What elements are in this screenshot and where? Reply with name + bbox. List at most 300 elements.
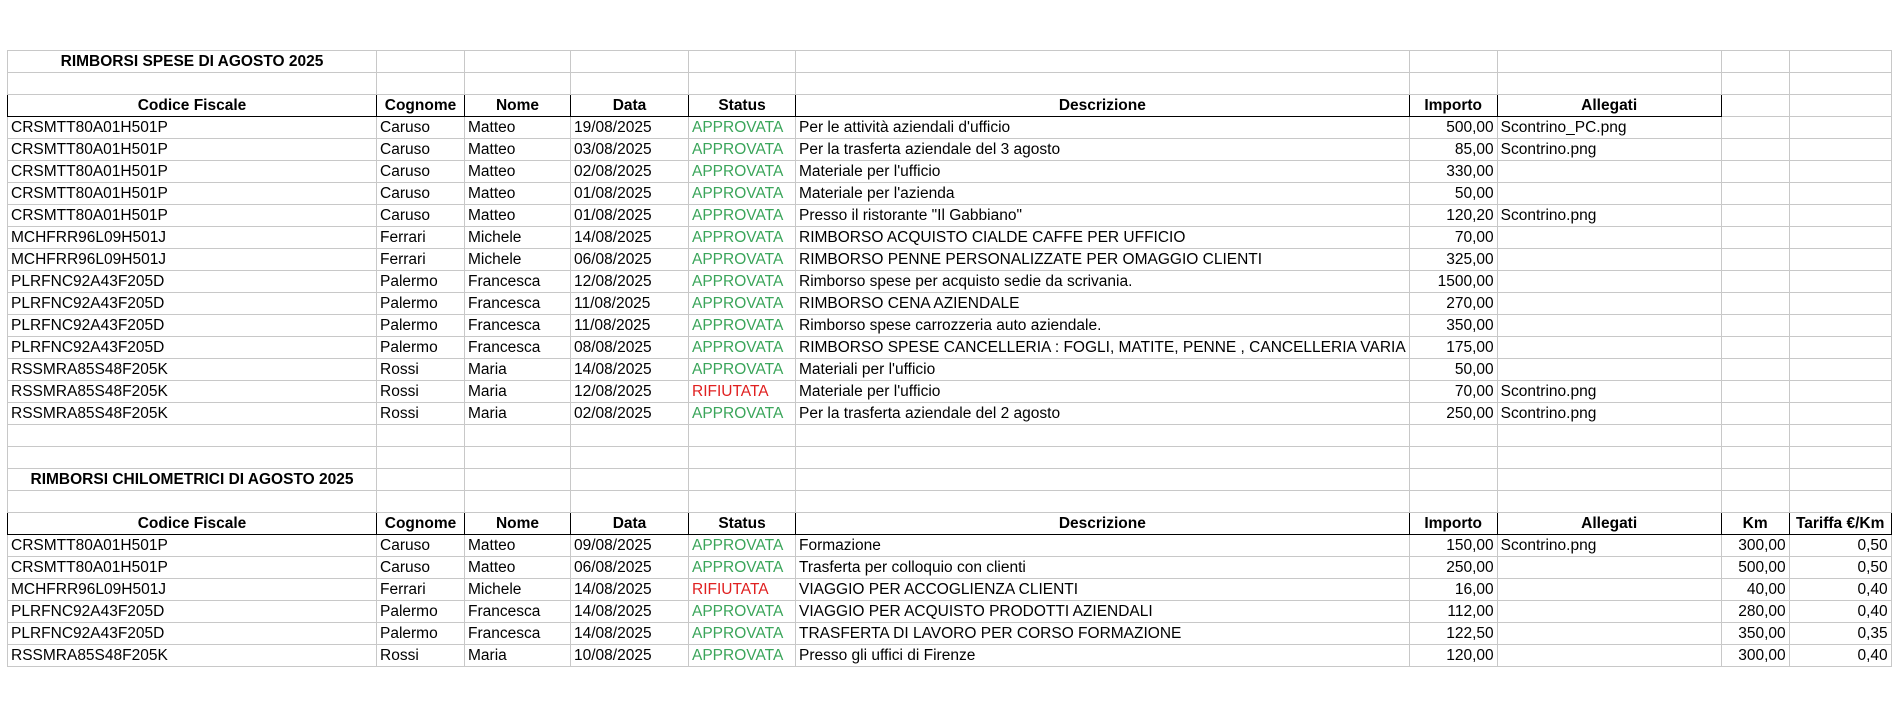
empty-cell[interactable] — [1789, 447, 1891, 469]
cell-cognome[interactable]: Palermo — [377, 623, 465, 645]
cell-status[interactable]: APPROVATA — [689, 623, 796, 645]
cell-status[interactable]: APPROVATA — [689, 315, 796, 337]
empty-cell[interactable] — [1497, 491, 1721, 513]
cell-nome[interactable]: Matteo — [465, 161, 571, 183]
cell-nome[interactable]: Matteo — [465, 117, 571, 139]
empty-cell[interactable] — [8, 73, 377, 95]
cell-data[interactable]: 10/08/2025 — [571, 645, 689, 667]
cell-importo[interactable]: 120,20 — [1409, 205, 1497, 227]
cell-descrizione[interactable]: Per la trasferta aziendale del 2 agosto — [796, 403, 1410, 425]
cell-cognome[interactable]: Palermo — [377, 601, 465, 623]
empty-cell[interactable] — [465, 469, 571, 491]
cell-importo[interactable]: 70,00 — [1409, 381, 1497, 403]
cell-nome[interactable]: Matteo — [465, 205, 571, 227]
cell-data[interactable]: 14/08/2025 — [571, 359, 689, 381]
cell-data[interactable]: 12/08/2025 — [571, 271, 689, 293]
cell-nome[interactable]: Maria — [465, 645, 571, 667]
empty-cell[interactable] — [571, 491, 689, 513]
section-title-row-spese — [8, 51, 1892, 73]
empty-cell[interactable] — [1497, 447, 1721, 469]
cell-tariffa[interactable]: 0,50 — [1789, 535, 1891, 557]
empty-cell[interactable] — [1789, 51, 1891, 73]
cell-codice-fiscale[interactable]: PLRFNC92A43F205D — [8, 623, 377, 645]
cell-cognome[interactable]: Ferrari — [377, 227, 465, 249]
cell-status[interactable]: APPROVATA — [689, 535, 796, 557]
empty-cell[interactable] — [689, 51, 796, 73]
cell-descrizione[interactable]: Rimborso spese per acquisto sedie da scrivania. — [796, 271, 1410, 293]
cell-nome[interactable]: Francesca — [465, 315, 571, 337]
empty-cell[interactable] — [1409, 491, 1497, 513]
column-header-descrizione[interactable]: Descrizione — [796, 95, 1410, 117]
cell-cognome[interactable]: Caruso — [377, 205, 465, 227]
cell-km[interactable]: 350,00 — [1721, 623, 1789, 645]
column-header-importo[interactable]: Importo — [1409, 513, 1497, 535]
empty-cell[interactable] — [1721, 337, 1789, 359]
empty-row — [8, 73, 1892, 95]
cell-importo[interactable]: 175,00 — [1409, 337, 1497, 359]
sheet-grid — [7, 50, 1892, 667]
cell-data[interactable]: 19/08/2025 — [571, 117, 689, 139]
empty-cell[interactable] — [1789, 183, 1891, 205]
cell-descrizione[interactable]: RIMBORSO CENA AZIENDALE — [796, 293, 1410, 315]
cell-importo[interactable]: 500,00 — [1409, 117, 1497, 139]
cell-cognome[interactable]: Palermo — [377, 271, 465, 293]
cell-data[interactable]: 06/08/2025 — [571, 557, 689, 579]
cell-descrizione[interactable]: Materiale per l'ufficio — [796, 381, 1410, 403]
empty-cell[interactable] — [1497, 51, 1721, 73]
empty-cell[interactable] — [1409, 51, 1497, 73]
section-title[interactable] — [8, 469, 377, 491]
cell-status[interactable]: APPROVATA — [689, 557, 796, 579]
cell-importo[interactable]: 16,00 — [1409, 579, 1497, 601]
column-header-nome[interactable]: Nome — [465, 95, 571, 117]
cell-cognome[interactable]: Rossi — [377, 645, 465, 667]
empty-row — [8, 447, 1892, 469]
cell-nome[interactable]: Francesca — [465, 337, 571, 359]
empty-cell[interactable] — [1721, 95, 1789, 117]
empty-cell[interactable] — [1721, 403, 1789, 425]
cell-nome[interactable]: Michele — [465, 227, 571, 249]
empty-cell[interactable] — [1721, 51, 1789, 73]
empty-cell[interactable] — [1789, 205, 1891, 227]
empty-cell[interactable] — [1721, 469, 1789, 491]
cell-km[interactable]: 40,00 — [1721, 579, 1789, 601]
cell-allegati[interactable] — [1497, 359, 1721, 381]
cell-importo[interactable]: 270,00 — [1409, 293, 1497, 315]
cell-nome[interactable]: Matteo — [465, 139, 571, 161]
cell-status[interactable]: APPROVATA — [689, 271, 796, 293]
cell-status[interactable]: APPROVATA — [689, 205, 796, 227]
cell-descrizione[interactable]: TRASFERTA DI LAVORO PER CORSO FORMAZIONE — [796, 623, 1410, 645]
table-row — [8, 315, 1892, 337]
cell-codice-fiscale[interactable]: PLRFNC92A43F205D — [8, 601, 377, 623]
cell-descrizione[interactable]: Trasferta per colloquio con clienti — [796, 557, 1410, 579]
table-row — [8, 381, 1892, 403]
empty-cell[interactable] — [1789, 227, 1891, 249]
table-row — [8, 337, 1892, 359]
cell-data[interactable]: 11/08/2025 — [571, 293, 689, 315]
section-title-row-chilometrici — [8, 469, 1892, 491]
cell-data[interactable]: 03/08/2025 — [571, 139, 689, 161]
empty-cell[interactable] — [796, 491, 1410, 513]
cell-codice-fiscale[interactable]: MCHFRR96L09H501J — [8, 249, 377, 271]
cell-codice-fiscale[interactable]: CRSMTT80A01H501P — [8, 557, 377, 579]
cell-status[interactable]: APPROVATA — [689, 249, 796, 271]
cell-codice-fiscale[interactable]: RSSMRA85S48F205K — [8, 359, 377, 381]
cell-importo[interactable]: 122,50 — [1409, 623, 1497, 645]
cell-codice-fiscale[interactable]: PLRFNC92A43F205D — [8, 293, 377, 315]
column-header-descrizione[interactable]: Descrizione — [796, 513, 1410, 535]
cell-data[interactable]: 14/08/2025 — [571, 623, 689, 645]
cell-descrizione[interactable]: Presso gli uffici di Firenze — [796, 645, 1410, 667]
empty-cell[interactable] — [1789, 469, 1891, 491]
cell-allegati[interactable]: Scontrino.png — [1497, 381, 1721, 403]
cell-cognome[interactable]: Caruso — [377, 557, 465, 579]
cell-km[interactable]: 280,00 — [1721, 601, 1789, 623]
cell-allegati[interactable] — [1497, 579, 1721, 601]
empty-cell[interactable] — [1721, 227, 1789, 249]
empty-cell[interactable] — [571, 73, 689, 95]
empty-cell[interactable] — [8, 425, 377, 447]
empty-cell[interactable] — [796, 425, 1410, 447]
empty-cell[interactable] — [377, 51, 465, 73]
column-header-status[interactable]: Status — [689, 513, 796, 535]
empty-cell[interactable] — [689, 491, 796, 513]
empty-cell[interactable] — [1721, 315, 1789, 337]
cell-tariffa[interactable]: 0,40 — [1789, 601, 1891, 623]
cell-descrizione[interactable]: RIMBORSO PENNE PERSONALIZZATE PER OMAGGIO CLIENTI — [796, 249, 1410, 271]
empty-cell[interactable] — [1721, 183, 1789, 205]
empty-cell[interactable] — [1721, 117, 1789, 139]
cell-data[interactable]: 02/08/2025 — [571, 161, 689, 183]
empty-cell[interactable] — [1721, 293, 1789, 315]
empty-cell[interactable] — [1789, 337, 1891, 359]
cell-cognome[interactable]: Ferrari — [377, 249, 465, 271]
cell-allegati[interactable] — [1497, 557, 1721, 579]
empty-cell[interactable] — [1497, 73, 1721, 95]
cell-importo[interactable]: 50,00 — [1409, 359, 1497, 381]
empty-cell[interactable] — [1789, 73, 1891, 95]
cell-importo[interactable]: 350,00 — [1409, 315, 1497, 337]
column-header-allegati[interactable]: Allegati — [1497, 95, 1721, 117]
cell-data[interactable]: 01/08/2025 — [571, 183, 689, 205]
cell-importo[interactable]: 330,00 — [1409, 161, 1497, 183]
cell-allegati[interactable] — [1497, 161, 1721, 183]
cell-data[interactable]: 14/08/2025 — [571, 579, 689, 601]
empty-cell[interactable] — [465, 425, 571, 447]
column-header-codice-fiscale[interactable]: Codice Fiscale — [8, 95, 377, 117]
cell-codice-fiscale[interactable]: PLRFNC92A43F205D — [8, 315, 377, 337]
cell-descrizione[interactable]: VIAGGIO PER ACCOGLIENZA CLIENTI — [796, 579, 1410, 601]
empty-cell[interactable] — [1409, 73, 1497, 95]
section-title-text: RIMBORSI CHILOMETRICI DI AGOSTO 2025 — [30, 471, 354, 488]
cell-tariffa[interactable]: 0,35 — [1789, 623, 1891, 645]
empty-cell[interactable] — [1409, 425, 1497, 447]
cell-importo[interactable]: 112,00 — [1409, 601, 1497, 623]
empty-cell[interactable] — [571, 447, 689, 469]
empty-cell[interactable] — [1721, 161, 1789, 183]
cell-cognome[interactable]: Palermo — [377, 337, 465, 359]
cell-tariffa[interactable]: 0,50 — [1789, 557, 1891, 579]
cell-cognome[interactable]: Caruso — [377, 183, 465, 205]
cell-codice-fiscale[interactable]: PLRFNC92A43F205D — [8, 271, 377, 293]
empty-cell[interactable] — [1789, 271, 1891, 293]
empty-cell[interactable] — [1789, 403, 1891, 425]
cell-codice-fiscale[interactable]: CRSMTT80A01H501P — [8, 161, 377, 183]
cell-allegati[interactable]: Scontrino.png — [1497, 139, 1721, 161]
empty-cell[interactable] — [796, 73, 1410, 95]
cell-allegati[interactable]: Scontrino.png — [1497, 535, 1721, 557]
empty-cell[interactable] — [1497, 425, 1721, 447]
cell-importo[interactable]: 85,00 — [1409, 139, 1497, 161]
spreadsheet — [7, 50, 1892, 667]
empty-cell[interactable] — [1789, 359, 1891, 381]
cell-km[interactable]: 500,00 — [1721, 557, 1789, 579]
cell-allegati[interactable] — [1497, 623, 1721, 645]
empty-cell[interactable] — [1789, 293, 1891, 315]
cell-nome[interactable]: Michele — [465, 579, 571, 601]
empty-cell[interactable] — [571, 469, 689, 491]
cell-allegati[interactable] — [1497, 271, 1721, 293]
empty-cell[interactable] — [689, 425, 796, 447]
cell-codice-fiscale[interactable]: PLRFNC92A43F205D — [8, 337, 377, 359]
cell-importo[interactable]: 325,00 — [1409, 249, 1497, 271]
table-row — [8, 579, 1892, 601]
cell-nome[interactable]: Matteo — [465, 557, 571, 579]
cell-importo[interactable]: 250,00 — [1409, 557, 1497, 579]
cell-data[interactable]: 09/08/2025 — [571, 535, 689, 557]
table-row — [8, 227, 1892, 249]
cell-descrizione[interactable]: RIMBORSO SPESE CANCELLERIA : FOGLI, MATITE, PENNE , CANCELLERIA VARIA — [796, 337, 1410, 359]
cell-nome[interactable]: Francesca — [465, 623, 571, 645]
empty-cell[interactable] — [689, 447, 796, 469]
column-header-data[interactable]: Data — [571, 95, 689, 117]
cell-data[interactable]: 14/08/2025 — [571, 227, 689, 249]
cell-tariffa[interactable]: 0,40 — [1789, 579, 1891, 601]
cell-data[interactable]: 12/08/2025 — [571, 381, 689, 403]
cell-codice-fiscale[interactable]: RSSMRA85S48F205K — [8, 403, 377, 425]
cell-km[interactable]: 300,00 — [1721, 535, 1789, 557]
cell-allegati[interactable]: Scontrino.png — [1497, 403, 1721, 425]
empty-cell[interactable] — [377, 73, 465, 95]
cell-allegati[interactable]: Scontrino.png — [1497, 205, 1721, 227]
empty-cell[interactable] — [689, 73, 796, 95]
cell-data[interactable]: 08/08/2025 — [571, 337, 689, 359]
section-title-text: RIMBORSI SPESE DI AGOSTO 2025 — [60, 53, 324, 70]
table-row — [8, 249, 1892, 271]
table-row — [8, 601, 1892, 623]
cell-codice-fiscale[interactable]: CRSMTT80A01H501P — [8, 117, 377, 139]
cell-allegati[interactable] — [1497, 315, 1721, 337]
cell-nome[interactable]: Matteo — [465, 535, 571, 557]
cell-descrizione[interactable]: Materiali per l'ufficio — [796, 359, 1410, 381]
cell-codice-fiscale[interactable]: MCHFRR96L09H501J — [8, 227, 377, 249]
empty-cell[interactable] — [1789, 491, 1891, 513]
table-row — [8, 117, 1892, 139]
cell-cognome[interactable]: Caruso — [377, 161, 465, 183]
cell-nome[interactable]: Francesca — [465, 293, 571, 315]
cell-descrizione[interactable]: Rimborso spese carrozzeria auto aziendale. — [796, 315, 1410, 337]
cell-status[interactable]: RIFIUTATA — [689, 579, 796, 601]
cell-tariffa[interactable]: 0,40 — [1789, 645, 1891, 667]
cell-allegati[interactable]: Scontrino_PC.png — [1497, 117, 1721, 139]
cell-descrizione[interactable]: RIMBORSO ACQUISTO CIALDE CAFFE PER UFFICIO — [796, 227, 1410, 249]
table-row — [8, 271, 1892, 293]
column-header-tariffa-km[interactable]: Tariffa €/Km — [1789, 513, 1891, 535]
cell-codice-fiscale[interactable]: CRSMTT80A01H501P — [8, 535, 377, 557]
cell-importo[interactable]: 70,00 — [1409, 227, 1497, 249]
empty-cell[interactable] — [1721, 205, 1789, 227]
cell-codice-fiscale[interactable]: RSSMRA85S48F205K — [8, 381, 377, 403]
empty-cell[interactable] — [689, 469, 796, 491]
cell-cognome[interactable]: Rossi — [377, 381, 465, 403]
cell-codice-fiscale[interactable]: MCHFRR96L09H501J — [8, 579, 377, 601]
cell-status[interactable]: APPROVATA — [689, 139, 796, 161]
cell-importo[interactable]: 150,00 — [1409, 535, 1497, 557]
cell-cognome[interactable]: Rossi — [377, 359, 465, 381]
cell-status[interactable]: APPROVATA — [689, 403, 796, 425]
cell-cognome[interactable]: Caruso — [377, 535, 465, 557]
column-header-km[interactable]: Km — [1721, 513, 1789, 535]
empty-cell[interactable] — [1721, 271, 1789, 293]
empty-cell[interactable] — [465, 51, 571, 73]
cell-descrizione[interactable]: Per le attività aziendali d'ufficio — [796, 117, 1410, 139]
cell-data[interactable]: 01/08/2025 — [571, 205, 689, 227]
cell-nome[interactable]: Francesca — [465, 601, 571, 623]
cell-descrizione[interactable]: Materiale per l'azienda — [796, 183, 1410, 205]
cell-status[interactable]: APPROVATA — [689, 359, 796, 381]
column-header-cognome[interactable]: Cognome — [377, 95, 465, 117]
empty-cell[interactable] — [377, 491, 465, 513]
empty-cell[interactable] — [1721, 447, 1789, 469]
empty-cell[interactable] — [8, 491, 377, 513]
cell-allegati[interactable] — [1497, 645, 1721, 667]
column-header-data[interactable]: Data — [571, 513, 689, 535]
column-header-cognome[interactable]: Cognome — [377, 513, 465, 535]
table-row — [8, 645, 1892, 667]
section-title[interactable] — [8, 51, 377, 73]
cell-codice-fiscale[interactable]: CRSMTT80A01H501P — [8, 139, 377, 161]
cell-codice-fiscale[interactable]: RSSMRA85S48F205K — [8, 645, 377, 667]
cell-nome[interactable]: Michele — [465, 249, 571, 271]
empty-cell[interactable] — [377, 447, 465, 469]
empty-cell[interactable] — [796, 469, 1410, 491]
cell-cognome[interactable]: Palermo — [377, 315, 465, 337]
column-header-importo[interactable]: Importo — [1409, 95, 1497, 117]
empty-cell[interactable] — [1409, 469, 1497, 491]
cell-allegati[interactable] — [1497, 293, 1721, 315]
cell-nome[interactable]: Francesca — [465, 271, 571, 293]
cell-allegati[interactable] — [1497, 337, 1721, 359]
cell-descrizione[interactable]: Materiale per l'ufficio — [796, 161, 1410, 183]
empty-cell[interactable] — [1721, 491, 1789, 513]
empty-cell[interactable] — [1789, 315, 1891, 337]
empty-cell[interactable] — [571, 425, 689, 447]
column-header-allegati[interactable]: Allegati — [1497, 513, 1721, 535]
cell-data[interactable]: 02/08/2025 — [571, 403, 689, 425]
cell-nome[interactable]: Maria — [465, 359, 571, 381]
empty-cell[interactable] — [1789, 425, 1891, 447]
empty-cell[interactable] — [1789, 95, 1891, 117]
cell-status[interactable]: APPROVATA — [689, 227, 796, 249]
cell-nome[interactable]: Maria — [465, 381, 571, 403]
cell-data[interactable]: 11/08/2025 — [571, 315, 689, 337]
empty-cell[interactable] — [1789, 161, 1891, 183]
empty-cell[interactable] — [377, 469, 465, 491]
cell-status[interactable]: RIFIUTATA — [689, 381, 796, 403]
cell-allegati[interactable] — [1497, 249, 1721, 271]
cell-cognome[interactable]: Caruso — [377, 117, 465, 139]
cell-cognome[interactable]: Caruso — [377, 139, 465, 161]
cell-allegati[interactable] — [1497, 601, 1721, 623]
empty-cell[interactable] — [465, 447, 571, 469]
empty-cell[interactable] — [377, 425, 465, 447]
cell-cognome[interactable]: Ferrari — [377, 579, 465, 601]
cell-cognome[interactable]: Palermo — [377, 293, 465, 315]
empty-cell[interactable] — [1721, 139, 1789, 161]
empty-cell[interactable] — [1789, 117, 1891, 139]
cell-km[interactable]: 300,00 — [1721, 645, 1789, 667]
empty-cell[interactable] — [1789, 381, 1891, 403]
cell-cognome[interactable]: Rossi — [377, 403, 465, 425]
cell-nome[interactable]: Matteo — [465, 183, 571, 205]
empty-cell[interactable] — [1721, 381, 1789, 403]
empty-cell[interactable] — [1409, 447, 1497, 469]
cell-status[interactable]: APPROVATA — [689, 337, 796, 359]
cell-allegati[interactable] — [1497, 227, 1721, 249]
empty-cell[interactable] — [796, 51, 1410, 73]
empty-cell[interactable] — [1721, 425, 1789, 447]
empty-cell[interactable] — [8, 447, 377, 469]
empty-cell[interactable] — [796, 447, 1410, 469]
cell-codice-fiscale[interactable]: CRSMTT80A01H501P — [8, 205, 377, 227]
empty-cell[interactable] — [1789, 249, 1891, 271]
cell-descrizione[interactable]: Per la trasferta aziendale del 3 agosto — [796, 139, 1410, 161]
cell-status[interactable]: APPROVATA — [689, 601, 796, 623]
empty-cell[interactable] — [465, 491, 571, 513]
cell-status[interactable]: APPROVATA — [689, 645, 796, 667]
column-header-status[interactable]: Status — [689, 95, 796, 117]
column-header-codice-fiscale[interactable]: Codice Fiscale — [8, 513, 377, 535]
cell-descrizione[interactable]: VIAGGIO PER ACQUISTO PRODOTTI AZIENDALI — [796, 601, 1410, 623]
table-row — [8, 293, 1892, 315]
empty-cell[interactable] — [1721, 359, 1789, 381]
empty-cell[interactable] — [1721, 73, 1789, 95]
empty-cell[interactable] — [571, 51, 689, 73]
cell-data[interactable]: 06/08/2025 — [571, 249, 689, 271]
empty-cell[interactable] — [1721, 249, 1789, 271]
cell-importo[interactable]: 50,00 — [1409, 183, 1497, 205]
empty-cell[interactable] — [1497, 469, 1721, 491]
cell-codice-fiscale[interactable]: CRSMTT80A01H501P — [8, 183, 377, 205]
cell-status[interactable]: APPROVATA — [689, 117, 796, 139]
cell-descrizione[interactable]: Formazione — [796, 535, 1410, 557]
empty-cell[interactable] — [1789, 139, 1891, 161]
cell-importo[interactable]: 1500,00 — [1409, 271, 1497, 293]
column-header-nome[interactable]: Nome — [465, 513, 571, 535]
cell-data[interactable]: 14/08/2025 — [571, 601, 689, 623]
cell-allegati[interactable] — [1497, 183, 1721, 205]
cell-descrizione[interactable]: Presso il ristorante "Il Gabbiano" — [796, 205, 1410, 227]
cell-status[interactable]: APPROVATA — [689, 161, 796, 183]
table-row — [8, 205, 1892, 227]
empty-cell[interactable] — [465, 73, 571, 95]
cell-nome[interactable]: Maria — [465, 403, 571, 425]
cell-status[interactable]: APPROVATA — [689, 293, 796, 315]
cell-importo[interactable]: 250,00 — [1409, 403, 1497, 425]
cell-status[interactable]: APPROVATA — [689, 183, 796, 205]
cell-importo[interactable]: 120,00 — [1409, 645, 1497, 667]
